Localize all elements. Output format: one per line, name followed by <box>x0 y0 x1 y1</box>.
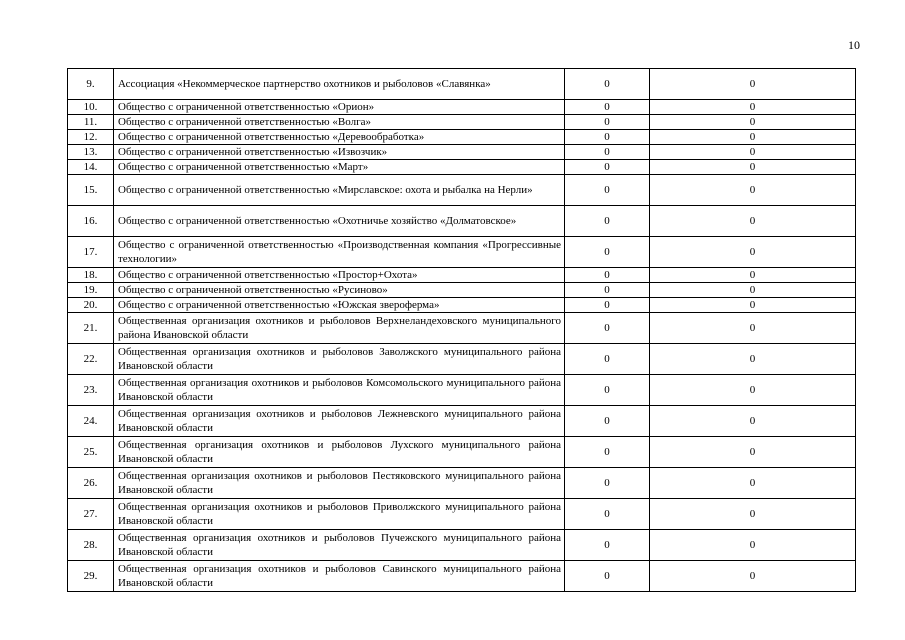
organization-name-cell: Общественная организация охотников и рыболовов Заволжского муниципального района Ивановской области <box>114 344 565 375</box>
organization-name-cell: Общество с ограниченной ответственностью «Русиново» <box>114 283 565 298</box>
table-row <box>68 237 856 268</box>
row-number-cell: 16. <box>68 206 114 237</box>
value-cell-1: 0 <box>565 313 650 344</box>
table-row <box>68 115 856 130</box>
value-cell-2: 0 <box>650 375 856 406</box>
organization-name-cell: Ассоциация «Некоммерческое партнерство охотников и рыболовов «Славянка» <box>114 69 565 100</box>
organization-name-cell: Общество с ограниченной ответственностью «Южская звероферма» <box>114 298 565 313</box>
value-cell-2: 0 <box>650 344 856 375</box>
organization-name-cell: Общество с ограниченной ответственностью «Орион» <box>114 100 565 115</box>
value-cell-2: 0 <box>650 313 856 344</box>
table-row <box>68 100 856 115</box>
value-cell-1: 0 <box>565 283 650 298</box>
row-number-cell: 22. <box>68 344 114 375</box>
organization-name-cell: Общество с ограниченной ответственностью «Извозчик» <box>114 145 565 160</box>
value-cell-2: 0 <box>650 175 856 206</box>
value-cell-1: 0 <box>565 561 650 592</box>
table-row <box>68 344 856 375</box>
value-cell-1: 0 <box>565 375 650 406</box>
value-cell-1: 0 <box>565 268 650 283</box>
table-row <box>68 206 856 237</box>
value-cell-2: 0 <box>650 160 856 175</box>
value-cell-1: 0 <box>565 298 650 313</box>
row-number-cell: 24. <box>68 406 114 437</box>
row-number-cell: 12. <box>68 130 114 145</box>
value-cell-1: 0 <box>565 160 650 175</box>
value-cell-2: 0 <box>650 468 856 499</box>
value-cell-2: 0 <box>650 130 856 145</box>
organization-name-cell: Общественная организация охотников и рыболовов Верхнеландеховского муниципального района Ивановской области <box>114 313 565 344</box>
value-cell-1: 0 <box>565 530 650 561</box>
table-row <box>68 283 856 298</box>
registry-table <box>67 68 856 592</box>
value-cell-1: 0 <box>565 145 650 160</box>
value-cell-2: 0 <box>650 437 856 468</box>
row-number-cell: 21. <box>68 313 114 344</box>
organization-name-cell: Общественная организация охотников и рыболовов Комсомольского муниципального района Ивановской области <box>114 375 565 406</box>
organization-name-cell: Общество с ограниченной ответственностью «Мирславское: охота и рыбалка на Нерли» <box>114 175 565 206</box>
value-cell-1: 0 <box>565 237 650 268</box>
row-number-cell: 14. <box>68 160 114 175</box>
organization-name-cell: Общество с ограниченной ответственностью «Волга» <box>114 115 565 130</box>
row-number-cell: 17. <box>68 237 114 268</box>
value-cell-2: 0 <box>650 237 856 268</box>
table-row <box>68 375 856 406</box>
value-cell-2: 0 <box>650 298 856 313</box>
organization-name-cell: Общество с ограниченной ответственностью «Март» <box>114 160 565 175</box>
registry-table-body <box>68 69 856 592</box>
row-number-cell: 23. <box>68 375 114 406</box>
table-row <box>68 468 856 499</box>
value-cell-2: 0 <box>650 268 856 283</box>
value-cell-2: 0 <box>650 115 856 130</box>
row-number-cell: 19. <box>68 283 114 298</box>
organization-name-cell: Общественная организация охотников и рыболовов Лежневского муниципального района Ивановской области <box>114 406 565 437</box>
value-cell-1: 0 <box>565 468 650 499</box>
row-number-cell: 13. <box>68 145 114 160</box>
organization-name-cell: Общественная организация охотников и рыболовов Пучежского муниципального района Ивановской области <box>114 530 565 561</box>
row-number-cell: 28. <box>68 530 114 561</box>
table-row <box>68 130 856 145</box>
table-row <box>68 298 856 313</box>
value-cell-1: 0 <box>565 115 650 130</box>
value-cell-1: 0 <box>565 69 650 100</box>
row-number-cell: 10. <box>68 100 114 115</box>
value-cell-1: 0 <box>565 130 650 145</box>
value-cell-2: 0 <box>650 406 856 437</box>
value-cell-1: 0 <box>565 344 650 375</box>
organization-name-cell: Общество с ограниченной ответственностью «Охотничье хозяйство «Долматовское» <box>114 206 565 237</box>
organization-name-cell: Общество с ограниченной ответственностью «Простор+Охота» <box>114 268 565 283</box>
table-row <box>68 499 856 530</box>
row-number-cell: 11. <box>68 115 114 130</box>
organization-name-cell: Общественная организация охотников и рыболовов Пестяковского муниципального района Ивановской области <box>114 468 565 499</box>
value-cell-2: 0 <box>650 145 856 160</box>
table-row <box>68 561 856 592</box>
value-cell-2: 0 <box>650 530 856 561</box>
organization-name-cell: Общественная организация охотников и рыболовов Савинского муниципального района Ивановской области <box>114 561 565 592</box>
value-cell-1: 0 <box>565 100 650 115</box>
row-number-cell: 9. <box>68 69 114 100</box>
organization-name-cell: Общество с ограниченной ответственностью «Производственная компания «Прогрессивные технологии» <box>114 237 565 268</box>
value-cell-2: 0 <box>650 206 856 237</box>
table-row <box>68 160 856 175</box>
row-number-cell: 25. <box>68 437 114 468</box>
value-cell-1: 0 <box>565 499 650 530</box>
organization-name-cell: Общественная организация охотников и рыболовов Лухского муниципального района Ивановской области <box>114 437 565 468</box>
row-number-cell: 15. <box>68 175 114 206</box>
value-cell-1: 0 <box>565 406 650 437</box>
row-number-cell: 29. <box>68 561 114 592</box>
table-row <box>68 145 856 160</box>
value-cell-1: 0 <box>565 175 650 206</box>
value-cell-1: 0 <box>565 206 650 237</box>
value-cell-1: 0 <box>565 437 650 468</box>
table-row <box>68 268 856 283</box>
organization-name-cell: Общество с ограниченной ответственностью «Деревообработка» <box>114 130 565 145</box>
value-cell-2: 0 <box>650 283 856 298</box>
row-number-cell: 27. <box>68 499 114 530</box>
table-row <box>68 530 856 561</box>
table-row <box>68 313 856 344</box>
table-row <box>68 69 856 100</box>
page-number: 10 <box>848 38 860 52</box>
table-row <box>68 175 856 206</box>
row-number-cell: 26. <box>68 468 114 499</box>
value-cell-2: 0 <box>650 100 856 115</box>
row-number-cell: 18. <box>68 268 114 283</box>
row-number-cell: 20. <box>68 298 114 313</box>
value-cell-2: 0 <box>650 499 856 530</box>
value-cell-2: 0 <box>650 561 856 592</box>
table-row <box>68 406 856 437</box>
value-cell-2: 0 <box>650 69 856 100</box>
table-row <box>68 437 856 468</box>
organization-name-cell: Общественная организация охотников и рыболовов Приволжского муниципального района Ивановской области <box>114 499 565 530</box>
